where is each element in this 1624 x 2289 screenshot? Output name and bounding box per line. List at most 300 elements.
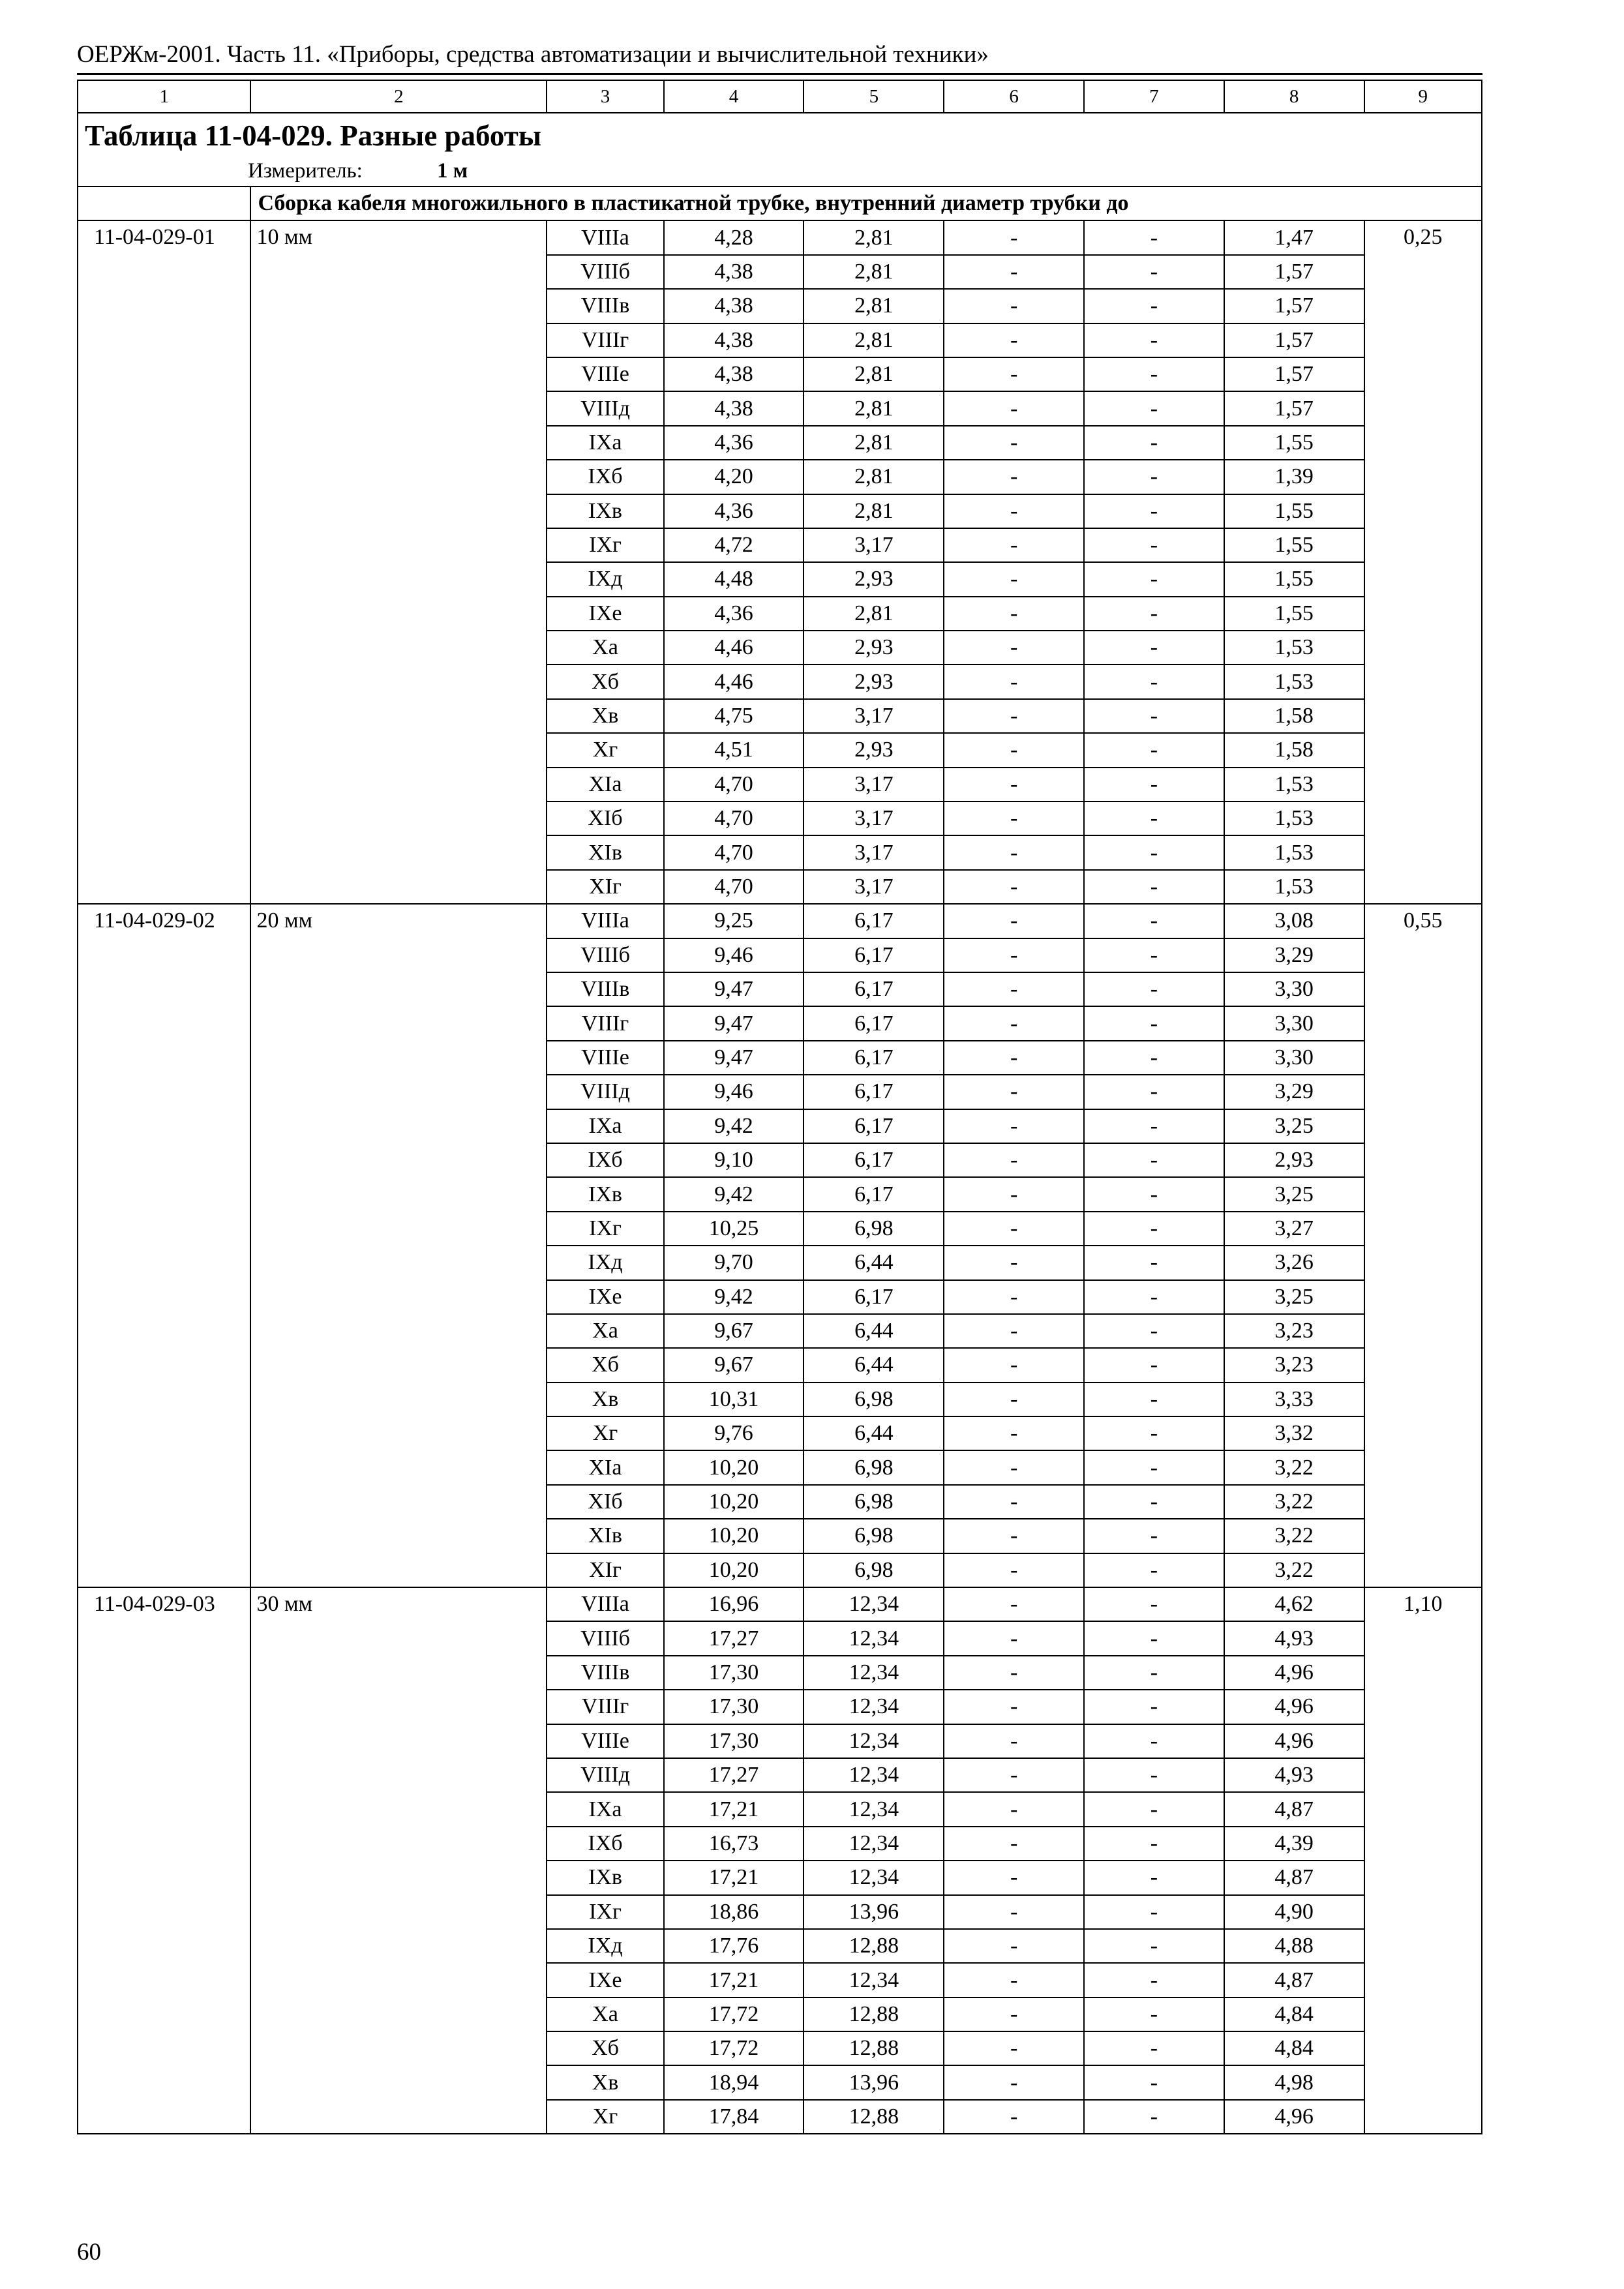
- col6-value: -: [944, 1280, 1084, 1314]
- col8-value: 3,27: [1224, 1212, 1364, 1246]
- col5-value: 3,17: [804, 699, 944, 733]
- col7-value: -: [1084, 391, 1224, 425]
- col8-value: 1,55: [1224, 426, 1364, 460]
- measure-line: [85, 159, 1475, 183]
- col6-value: -: [944, 801, 1084, 835]
- col8-value: 4,90: [1224, 1895, 1364, 1929]
- grade-cell: VIIIб: [547, 255, 663, 289]
- grade-cell: VIIIа: [547, 220, 663, 254]
- col8-value: 3,23: [1224, 1314, 1364, 1348]
- col6-value: -: [944, 699, 1084, 733]
- col5-value: 2,93: [804, 665, 944, 698]
- col7-value: -: [1084, 220, 1224, 254]
- col4-value: 4,38: [664, 357, 804, 391]
- col6-value: -: [944, 391, 1084, 425]
- grade-cell: XIб: [547, 1485, 663, 1519]
- grade-cell: IXв: [547, 494, 663, 528]
- grade-cell: IXв: [547, 1177, 663, 1211]
- col6-value: -: [944, 904, 1084, 938]
- col8-value: 1,53: [1224, 870, 1364, 904]
- col4-value: 17,30: [664, 1656, 804, 1690]
- col4-value: 17,21: [664, 1792, 804, 1826]
- col4-value: 4,28: [664, 220, 804, 254]
- col8-value: 1,39: [1224, 460, 1364, 494]
- col8-value: 4,93: [1224, 1621, 1364, 1655]
- col5-value: 12,34: [804, 1690, 944, 1724]
- col8-value: 3,22: [1224, 1553, 1364, 1587]
- col6-value: -: [944, 1861, 1084, 1894]
- col9-value: 0,25: [1364, 220, 1482, 904]
- col5-value: 12,34: [804, 1656, 944, 1690]
- col6-value: -: [944, 2100, 1084, 2134]
- col4-value: 4,72: [664, 528, 804, 562]
- col4-value: 4,46: [664, 665, 804, 698]
- col7-value: -: [1084, 1109, 1224, 1143]
- col5-value: 12,34: [804, 1827, 944, 1861]
- rate-code: 11-04-029-03: [78, 1587, 250, 2134]
- column-number: 4: [664, 80, 804, 113]
- col6-value: -: [944, 1143, 1084, 1177]
- col8-value: 1,57: [1224, 289, 1364, 323]
- col7-value: -: [1084, 768, 1224, 801]
- col7-value: -: [1084, 1485, 1224, 1519]
- col5-value: 13,96: [804, 2065, 944, 2099]
- col4-value: 16,73: [664, 1827, 804, 1861]
- col8-value: 3,26: [1224, 1246, 1364, 1279]
- col7-value: -: [1084, 528, 1224, 562]
- col6-value: -: [944, 528, 1084, 562]
- col8-value: 1,53: [1224, 665, 1364, 698]
- col4-value: 4,48: [664, 562, 804, 596]
- col4-value: 9,42: [664, 1109, 804, 1143]
- col5-value: 2,81: [804, 357, 944, 391]
- column-number: 7: [1084, 80, 1224, 113]
- grade-cell: VIIIа: [547, 1587, 663, 1621]
- col7-value: -: [1084, 1143, 1224, 1177]
- grade-cell: IXб: [547, 1143, 663, 1177]
- col4-value: 9,46: [664, 1075, 804, 1109]
- col6-value: -: [944, 323, 1084, 357]
- col7-value: -: [1084, 631, 1224, 665]
- col5-value: 6,17: [804, 1075, 944, 1109]
- col5-value: 6,44: [804, 1416, 944, 1450]
- grade-cell: VIIIб: [547, 1621, 663, 1655]
- col5-value: 6,98: [804, 1519, 944, 1553]
- col6-value: -: [944, 972, 1084, 1006]
- col4-value: 4,38: [664, 323, 804, 357]
- col6-value: -: [944, 1041, 1084, 1075]
- col5-value: 3,17: [804, 528, 944, 562]
- grade-cell: IXд: [547, 1246, 663, 1279]
- col4-value: 18,86: [664, 1895, 804, 1929]
- col4-value: 17,84: [664, 2100, 804, 2134]
- col5-value: 2,93: [804, 562, 944, 596]
- grade-cell: XIг: [547, 1553, 663, 1587]
- col7-value: -: [1084, 1177, 1224, 1211]
- grade-cell: XIг: [547, 870, 663, 904]
- rate-code: 11-04-029-01: [78, 220, 250, 904]
- col7-value: -: [1084, 1280, 1224, 1314]
- col6-value: -: [944, 1587, 1084, 1621]
- col6-value: -: [944, 1929, 1084, 1963]
- col6-value: -: [944, 1656, 1084, 1690]
- rate-code: 11-04-029-02: [78, 904, 250, 1587]
- col7-value: -: [1084, 323, 1224, 357]
- grade-cell: Xв: [547, 2065, 663, 2099]
- col8-value: 3,30: [1224, 1006, 1364, 1040]
- col6-value: -: [944, 1621, 1084, 1655]
- grade-cell: IXе: [547, 1963, 663, 1997]
- col7-value: -: [1084, 426, 1224, 460]
- col6-value: -: [944, 1895, 1084, 1929]
- col5-value: 12,88: [804, 1997, 944, 2031]
- column-number-row: [78, 80, 1482, 113]
- col6-value: -: [944, 357, 1084, 391]
- col7-value: -: [1084, 460, 1224, 494]
- column-number: 5: [804, 80, 944, 113]
- col7-value: -: [1084, 289, 1224, 323]
- col5-value: 12,88: [804, 1929, 944, 1963]
- grade-cell: IXб: [547, 460, 663, 494]
- col6-value: -: [944, 1109, 1084, 1143]
- col4-value: 9,67: [664, 1314, 804, 1348]
- grade-cell: IXд: [547, 1929, 663, 1963]
- grade-cell: VIIIе: [547, 357, 663, 391]
- col8-value: 3,32: [1224, 1416, 1364, 1450]
- col8-value: 4,98: [1224, 2065, 1364, 2099]
- grade-cell: VIIIв: [547, 972, 663, 1006]
- grade-cell: IXа: [547, 426, 663, 460]
- col6-value: -: [944, 733, 1084, 767]
- grade-cell: IXв: [547, 1861, 663, 1894]
- col5-value: 2,81: [804, 391, 944, 425]
- col5-value: 13,96: [804, 1895, 944, 1929]
- col4-value: 4,38: [664, 289, 804, 323]
- col6-value: -: [944, 1383, 1084, 1416]
- page-number: 60: [77, 2239, 101, 2266]
- grade-cell: XIв: [547, 1519, 663, 1553]
- col6-value: -: [944, 1075, 1084, 1109]
- col4-value: 9,47: [664, 1041, 804, 1075]
- col7-value: -: [1084, 1416, 1224, 1450]
- col5-value: 6,44: [804, 1246, 944, 1279]
- col4-value: 17,21: [664, 1861, 804, 1894]
- col4-value: 17,27: [664, 1758, 804, 1792]
- col7-value: -: [1084, 1348, 1224, 1382]
- col7-value: -: [1084, 1827, 1224, 1861]
- column-number: 3: [547, 80, 663, 113]
- col4-value: 9,76: [664, 1416, 804, 1450]
- col7-value: -: [1084, 1929, 1224, 1963]
- col7-value: -: [1084, 870, 1224, 904]
- col7-value: -: [1084, 972, 1224, 1006]
- col8-value: 3,25: [1224, 1177, 1364, 1211]
- col4-value: 10,20: [664, 1553, 804, 1587]
- col7-value: -: [1084, 1861, 1224, 1894]
- col5-value: 2,81: [804, 597, 944, 631]
- col8-value: 4,87: [1224, 1963, 1364, 1997]
- grade-cell: VIIIв: [547, 1656, 663, 1690]
- col7-value: -: [1084, 494, 1224, 528]
- col4-value: 17,72: [664, 2031, 804, 2065]
- col5-value: 2,93: [804, 733, 944, 767]
- col4-value: 16,96: [664, 1587, 804, 1621]
- table-row: [78, 220, 1482, 254]
- col4-value: 4,36: [664, 597, 804, 631]
- col6-value: -: [944, 1348, 1084, 1382]
- grade-cell: IXг: [547, 1895, 663, 1929]
- col7-value: -: [1084, 1997, 1224, 2031]
- col5-value: 6,17: [804, 1143, 944, 1177]
- section-row: [78, 187, 1482, 220]
- col8-value: 4,96: [1224, 1724, 1364, 1758]
- col7-value: -: [1084, 665, 1224, 698]
- col5-value: 2,81: [804, 255, 944, 289]
- col4-value: 9,47: [664, 972, 804, 1006]
- col7-value: -: [1084, 1553, 1224, 1587]
- col4-value: 9,42: [664, 1280, 804, 1314]
- table-title: Таблица 11-04-029. Разные работы: [85, 119, 542, 152]
- col5-value: 6,98: [804, 1212, 944, 1246]
- col6-value: -: [944, 1450, 1084, 1484]
- tube-diameter: 10 мм: [250, 220, 547, 904]
- grade-cell: VIIIд: [547, 1075, 663, 1109]
- grade-cell: VIIIб: [547, 938, 663, 972]
- col5-value: 3,17: [804, 801, 944, 835]
- col8-value: 4,96: [1224, 2100, 1364, 2134]
- col8-value: 3,30: [1224, 1041, 1364, 1075]
- col8-value: 4,84: [1224, 1997, 1364, 2031]
- col5-value: 12,34: [804, 1861, 944, 1894]
- col8-value: 1,53: [1224, 801, 1364, 835]
- col4-value: 9,67: [664, 1348, 804, 1382]
- col6-value: -: [944, 1246, 1084, 1279]
- col7-value: -: [1084, 1724, 1224, 1758]
- col4-value: 4,70: [664, 768, 804, 801]
- col4-value: 4,70: [664, 835, 804, 869]
- col8-value: 3,08: [1224, 904, 1364, 938]
- col7-value: -: [1084, 2100, 1224, 2134]
- col4-value: 9,42: [664, 1177, 804, 1211]
- grade-cell: Xа: [547, 1997, 663, 2031]
- col7-value: -: [1084, 904, 1224, 938]
- col8-value: 3,23: [1224, 1348, 1364, 1382]
- col6-value: -: [944, 562, 1084, 596]
- col6-value: -: [944, 2031, 1084, 2065]
- col5-value: 12,34: [804, 1587, 944, 1621]
- grade-cell: IXа: [547, 1792, 663, 1826]
- grade-cell: VIIIв: [547, 289, 663, 323]
- col7-value: -: [1084, 1621, 1224, 1655]
- col6-value: -: [944, 426, 1084, 460]
- col4-value: 4,46: [664, 631, 804, 665]
- col7-value: -: [1084, 699, 1224, 733]
- col6-value: -: [944, 1006, 1084, 1040]
- grade-cell: VIIIе: [547, 1041, 663, 1075]
- grade-cell: Xг: [547, 1416, 663, 1450]
- col7-value: -: [1084, 1246, 1224, 1279]
- col5-value: 2,81: [804, 494, 944, 528]
- col6-value: -: [944, 220, 1084, 254]
- col8-value: 1,58: [1224, 699, 1364, 733]
- col7-value: -: [1084, 562, 1224, 596]
- col8-value: 4,62: [1224, 1587, 1364, 1621]
- grade-cell: XIб: [547, 801, 663, 835]
- col6-value: -: [944, 1212, 1084, 1246]
- col8-value: 1,57: [1224, 255, 1364, 289]
- grade-cell: VIIIг: [547, 1690, 663, 1724]
- col4-value: 9,46: [664, 938, 804, 972]
- tube-diameter: 20 мм: [250, 904, 547, 1587]
- col5-value: 6,17: [804, 1006, 944, 1040]
- col5-value: 6,98: [804, 1450, 944, 1484]
- col4-value: 17,72: [664, 1997, 804, 2031]
- col9-value: 1,10: [1364, 1587, 1482, 2134]
- col8-value: 3,22: [1224, 1485, 1364, 1519]
- col6-value: -: [944, 1690, 1084, 1724]
- col6-value: -: [944, 460, 1084, 494]
- col6-value: -: [944, 1963, 1084, 1997]
- col7-value: -: [1084, 1587, 1224, 1621]
- measure-label: Измеритель:: [248, 159, 363, 183]
- grade-cell: VIIIг: [547, 323, 663, 357]
- column-number: 9: [1364, 80, 1482, 113]
- col7-value: -: [1084, 1383, 1224, 1416]
- section-spacer: [78, 187, 250, 220]
- col8-value: 3,33: [1224, 1383, 1364, 1416]
- col5-value: 2,81: [804, 426, 944, 460]
- col4-value: 4,36: [664, 426, 804, 460]
- col6-value: -: [944, 1416, 1084, 1450]
- col7-value: -: [1084, 938, 1224, 972]
- grade-cell: XIа: [547, 1450, 663, 1484]
- col7-value: -: [1084, 801, 1224, 835]
- col4-value: 4,36: [664, 494, 804, 528]
- col6-value: -: [944, 665, 1084, 698]
- grade-cell: VIIIе: [547, 1724, 663, 1758]
- title-cell: [78, 113, 1482, 187]
- col8-value: 4,87: [1224, 1792, 1364, 1826]
- grade-cell: IXа: [547, 1109, 663, 1143]
- col8-value: 4,87: [1224, 1861, 1364, 1894]
- grade-cell: Xг: [547, 733, 663, 767]
- grade-cell: VIIIд: [547, 1758, 663, 1792]
- table-row: [78, 904, 1482, 938]
- col5-value: 12,34: [804, 1963, 944, 1997]
- col8-value: 3,30: [1224, 972, 1364, 1006]
- col6-value: -: [944, 1997, 1084, 2031]
- col5-value: 3,17: [804, 768, 944, 801]
- col5-value: 12,34: [804, 1621, 944, 1655]
- col8-value: 1,57: [1224, 391, 1364, 425]
- col7-value: -: [1084, 357, 1224, 391]
- col4-value: 9,10: [664, 1143, 804, 1177]
- col8-value: 1,57: [1224, 323, 1364, 357]
- col5-value: 2,81: [804, 220, 944, 254]
- col5-value: 2,81: [804, 323, 944, 357]
- grade-cell: Xб: [547, 2031, 663, 2065]
- col6-value: -: [944, 870, 1084, 904]
- col7-value: -: [1084, 1758, 1224, 1792]
- col6-value: -: [944, 1553, 1084, 1587]
- col8-value: 4,96: [1224, 1656, 1364, 1690]
- col5-value: 6,17: [804, 904, 944, 938]
- grade-cell: Xб: [547, 665, 663, 698]
- rates-table: [77, 80, 1482, 2134]
- table-row: [78, 1587, 1482, 1621]
- page-header: ОЕРЖм-2001. Часть 11. «Приборы, средства автоматизации и вычислительной техники»: [77, 41, 989, 68]
- column-number: 8: [1224, 80, 1364, 113]
- measure-value: 1 м: [437, 159, 468, 183]
- col9-value: 0,55: [1364, 904, 1482, 1587]
- col6-value: -: [944, 289, 1084, 323]
- col8-value: 3,25: [1224, 1109, 1364, 1143]
- grade-cell: Xв: [547, 699, 663, 733]
- col5-value: 2,81: [804, 289, 944, 323]
- col5-value: 6,44: [804, 1348, 944, 1382]
- col8-value: 1,55: [1224, 494, 1364, 528]
- col4-value: 4,38: [664, 391, 804, 425]
- col4-value: 17,21: [664, 1963, 804, 1997]
- col4-value: 9,25: [664, 904, 804, 938]
- col8-value: 4,84: [1224, 2031, 1364, 2065]
- col4-value: 4,20: [664, 460, 804, 494]
- col6-value: -: [944, 1724, 1084, 1758]
- column-number: 6: [944, 80, 1084, 113]
- col7-value: -: [1084, 1041, 1224, 1075]
- grade-cell: IXб: [547, 1827, 663, 1861]
- grade-cell: IXе: [547, 1280, 663, 1314]
- grade-cell: VIIIг: [547, 1006, 663, 1040]
- col4-value: 17,76: [664, 1929, 804, 1963]
- column-number: 2: [250, 80, 547, 113]
- col8-value: 1,53: [1224, 835, 1364, 869]
- col4-value: 9,70: [664, 1246, 804, 1279]
- grade-cell: XIв: [547, 835, 663, 869]
- col5-value: 12,88: [804, 2100, 944, 2134]
- col4-value: 10,20: [664, 1450, 804, 1484]
- col5-value: 12,34: [804, 1758, 944, 1792]
- col7-value: -: [1084, 1314, 1224, 1348]
- col4-value: 17,27: [664, 1621, 804, 1655]
- col5-value: 6,17: [804, 1041, 944, 1075]
- col6-value: -: [944, 1485, 1084, 1519]
- col6-value: -: [944, 1314, 1084, 1348]
- col8-value: 4,39: [1224, 1827, 1364, 1861]
- col7-value: -: [1084, 1792, 1224, 1826]
- col8-value: 1,53: [1224, 631, 1364, 665]
- col6-value: -: [944, 597, 1084, 631]
- col8-value: 1,55: [1224, 562, 1364, 596]
- grade-cell: Xа: [547, 1314, 663, 1348]
- col4-value: 10,31: [664, 1383, 804, 1416]
- col7-value: -: [1084, 2065, 1224, 2099]
- col4-value: 17,30: [664, 1724, 804, 1758]
- col5-value: 6,17: [804, 938, 944, 972]
- col7-value: -: [1084, 255, 1224, 289]
- col5-value: 12,34: [804, 1724, 944, 1758]
- col8-value: 1,55: [1224, 528, 1364, 562]
- col7-value: -: [1084, 1450, 1224, 1484]
- col5-value: 6,17: [804, 1177, 944, 1211]
- col8-value: 4,93: [1224, 1758, 1364, 1792]
- grade-cell: VIIIа: [547, 904, 663, 938]
- col5-value: 6,17: [804, 1280, 944, 1314]
- col5-value: 6,98: [804, 1383, 944, 1416]
- col8-value: 3,29: [1224, 1075, 1364, 1109]
- col5-value: 6,98: [804, 1485, 944, 1519]
- grade-cell: IXе: [547, 597, 663, 631]
